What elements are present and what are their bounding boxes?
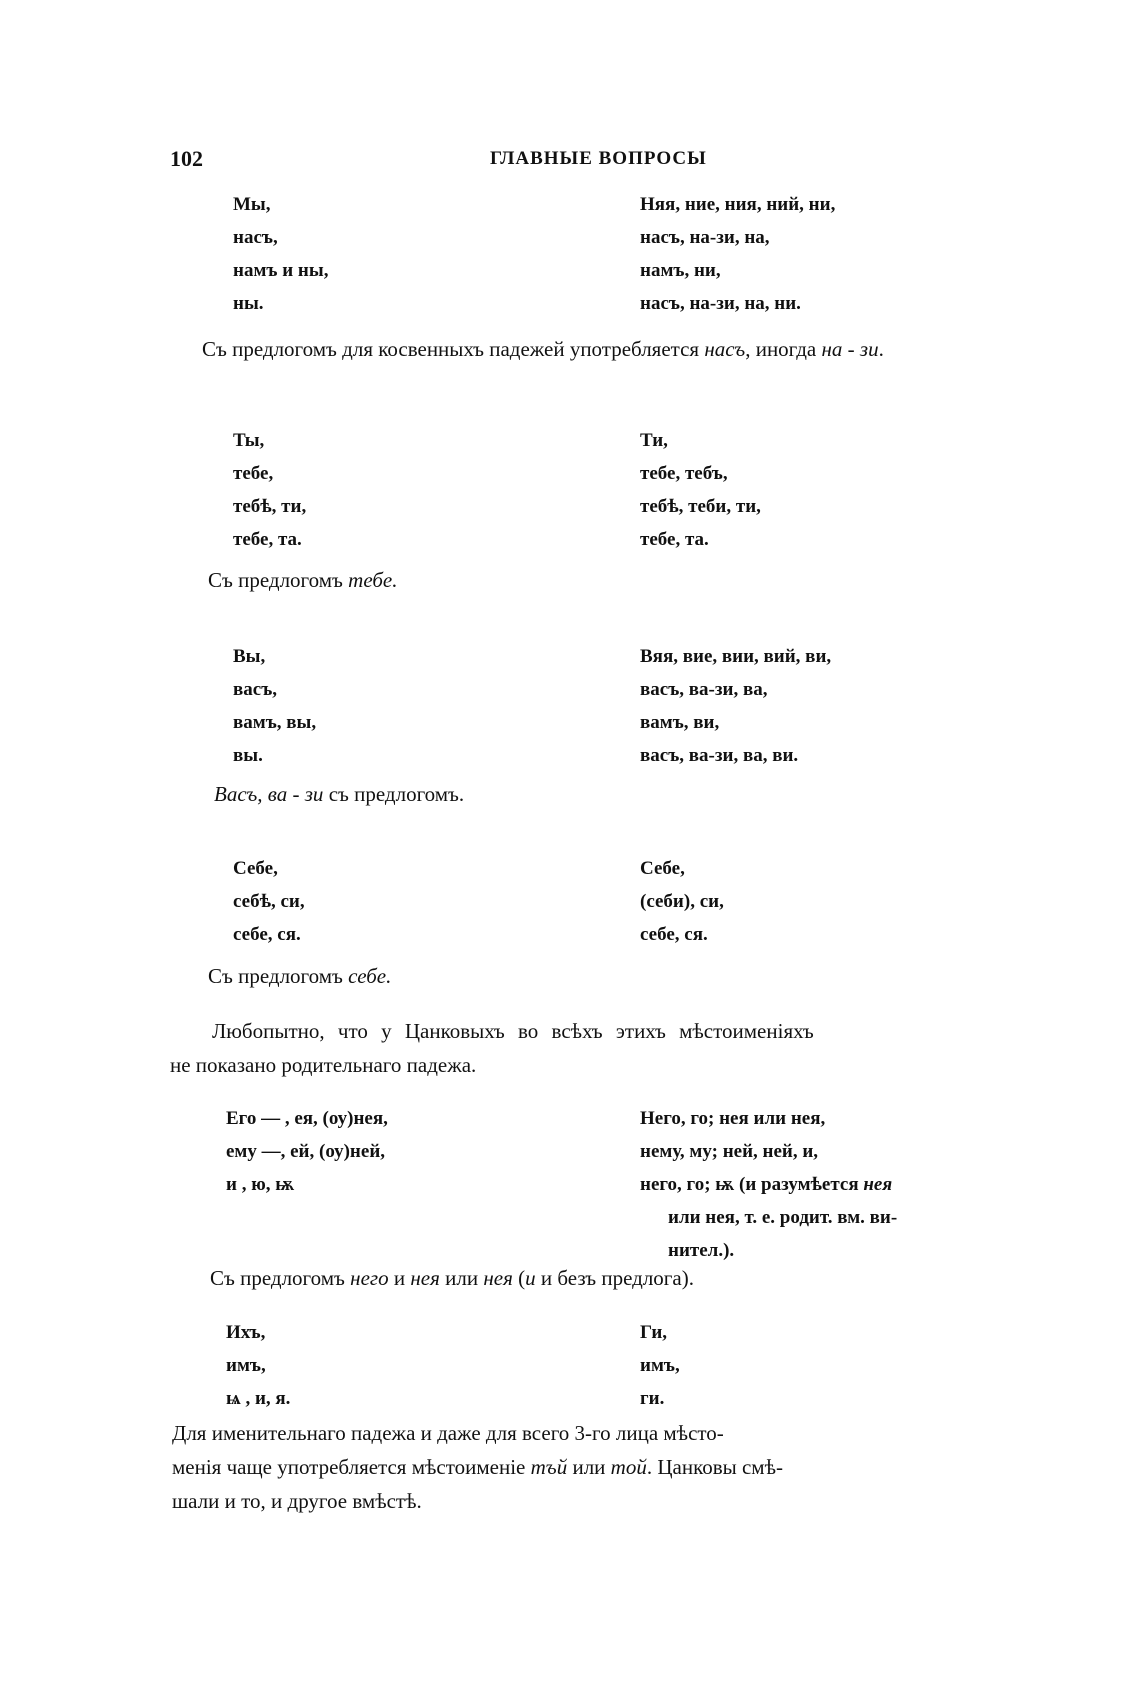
paragraph-1 — [170, 1014, 1030, 1082]
note-italic: себе. — [348, 964, 392, 988]
table-line: нител.). — [668, 1240, 735, 1261]
table-line: насъ, — [233, 227, 278, 248]
note-italic: нея — [483, 1266, 513, 1290]
pronoun-table-left-5 — [226, 1102, 616, 1201]
paragraph-text: . Цанковы смѣ- — [646, 1455, 783, 1479]
table-line: вамъ, ви, — [640, 712, 720, 733]
table-line: и , ю, ѭ — [226, 1174, 295, 1195]
running-title: ГЛАВНЫЕ ВОПРОСЫ — [490, 148, 707, 169]
table-line: Няя, ние, ния, ний, ни, — [640, 194, 836, 215]
table-line: намъ, ни, — [640, 260, 721, 281]
paragraph-italic: той — [610, 1455, 647, 1479]
note-text: Съ предлогомъ — [210, 1266, 351, 1290]
note-italic: и — [525, 1266, 536, 1290]
note-italic: насъ — [704, 337, 746, 361]
table-line: Ихъ, — [226, 1322, 266, 1343]
table-line: Его — , ея, (оу)нея, — [226, 1108, 388, 1129]
table-line: тебе, та. — [640, 529, 709, 550]
table-line: Ги, — [640, 1322, 668, 1343]
note-text: , иногда — [745, 337, 822, 361]
pronoun-table-left-6 — [226, 1316, 616, 1415]
table-line: Мы, — [233, 194, 271, 215]
page-header — [170, 146, 1070, 186]
paragraph-line: Любопытно, что у Цанковыхъ во всѣхъ этихъ мѣстоименіяхъ — [212, 1019, 814, 1043]
note-3 — [214, 778, 464, 810]
table-line: имъ, — [640, 1355, 680, 1376]
table-line: васъ, — [233, 679, 278, 700]
pronoun-table-right-2 — [640, 424, 1040, 556]
note-text: и безъ предлога). — [535, 1266, 694, 1290]
table-line: Вяя, вие, вии, вий, ви, — [640, 646, 832, 667]
pronoun-table-right-3 — [640, 640, 1040, 772]
note-text: или — [439, 1266, 484, 1290]
table-line: тебе, тебъ, — [640, 463, 728, 484]
pronoun-table-right-4 — [640, 852, 1040, 951]
table-line: тебе, та. — [233, 529, 302, 550]
table-line: ему —, ей, (оу)ней, — [226, 1141, 386, 1162]
pronoun-table-left-2 — [233, 424, 623, 556]
note-italic: Васъ, ва - зи — [214, 782, 324, 806]
note-italic: на - зи — [821, 337, 879, 361]
note-1 — [180, 332, 1040, 366]
note-text: Съ предлогомъ — [208, 964, 349, 988]
table-line: имъ, — [226, 1355, 266, 1376]
paragraph-line: Для именительнаго падежа и даже для всего 3-го лица мѣсто- — [172, 1421, 724, 1445]
table-line: васъ, ва-зи, ва, — [640, 679, 768, 700]
table-line: тебѣ, теби, ти, — [640, 496, 761, 517]
table-line: вы. — [233, 745, 263, 766]
note-text: и — [388, 1266, 411, 1290]
note-text: Съ предлогомъ для косвенныхъ падежей употребляется — [202, 337, 705, 361]
pronoun-table-right-6 — [640, 1316, 1040, 1415]
table-line: Себе, — [640, 858, 685, 879]
note-italic: тебе. — [348, 568, 398, 592]
paragraph-text: менія чаще употребляется мѣстоименіе — [172, 1455, 531, 1479]
paragraph-line: шали и то, и другое вмѣстѣ. — [172, 1489, 422, 1513]
table-line: нему, му; ней, ней, и, — [640, 1141, 819, 1162]
table-line: ги. — [640, 1388, 665, 1409]
pronoun-table-right-1 — [640, 188, 1040, 320]
table-line: тебѣ, ти, — [233, 496, 307, 517]
note-4 — [208, 960, 391, 992]
table-italic: нея — [863, 1174, 893, 1195]
pronoun-table-right-5 — [640, 1102, 1050, 1267]
note-text: ( — [512, 1266, 526, 1290]
note-text: Съ предлогомъ — [208, 568, 349, 592]
note-2 — [208, 564, 398, 596]
pronoun-table-left-4 — [233, 852, 623, 951]
table-line: тебе, — [233, 463, 274, 484]
paragraph-text: или — [567, 1455, 611, 1479]
table-line: Вы, — [233, 646, 266, 667]
table-line: него, го; ѭ (и разумѣется — [640, 1174, 864, 1195]
paragraph-line: не показано родительнаго падежа. — [170, 1053, 477, 1077]
paragraph-2 — [172, 1416, 1030, 1518]
note-italic: него — [350, 1266, 389, 1290]
table-line: себе, ся. — [640, 924, 708, 945]
page-number: 102 — [170, 146, 203, 171]
table-line: ѩ , и, я. — [226, 1388, 291, 1409]
table-line: (себи), си, — [640, 891, 724, 912]
table-line: или нея, т. е. родит. вм. ви- — [668, 1207, 898, 1228]
table-line: себѣ, си, — [233, 891, 305, 912]
note-text: . — [878, 337, 884, 361]
paragraph-italic: тъй — [530, 1455, 568, 1479]
table-line: насъ, на-зи, на, ни. — [640, 293, 801, 314]
table-line: себе, ся. — [233, 924, 301, 945]
table-line: вамъ, вы, — [233, 712, 317, 733]
note-text: съ предлогомъ. — [323, 782, 465, 806]
note-5 — [210, 1262, 694, 1294]
table-line: васъ, ва-зи, ва, ви. — [640, 745, 799, 766]
pronoun-table-left-1 — [233, 188, 623, 320]
table-line: Себе, — [233, 858, 278, 879]
table-line: ны. — [233, 293, 264, 314]
table-line: Него, го; нея или нея, — [640, 1108, 826, 1129]
note-italic: нея — [410, 1266, 440, 1290]
pronoun-table-left-3 — [233, 640, 623, 772]
table-line: намъ и ны, — [233, 260, 329, 281]
table-line: Ты, — [233, 430, 265, 451]
table-line: Ти, — [640, 430, 668, 451]
table-line: насъ, на-зи, на, — [640, 227, 770, 248]
